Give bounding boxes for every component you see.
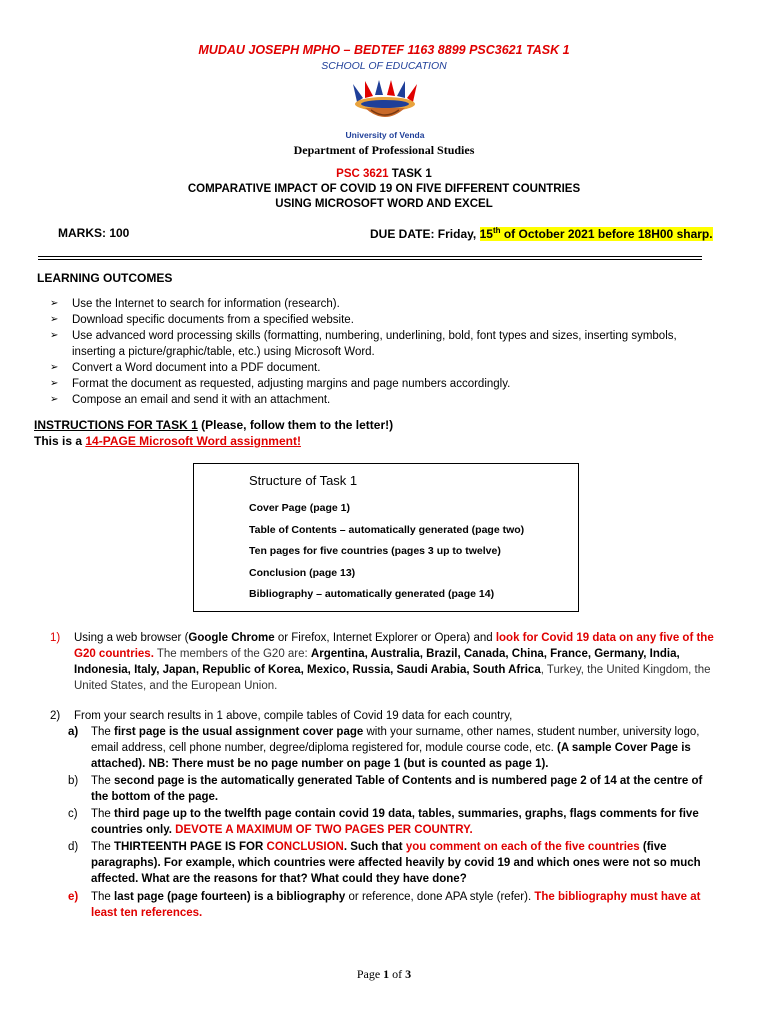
module-code: PSC 3621 <box>336 168 389 180</box>
list-item-text: Use advanced word processing skills (formatting, numbering, underlining, bold, font types and sizes, inserting symbols, inserting a picture/graphic/table, etc.) using Microsoft Word. <box>72 330 677 358</box>
page-total: 3 <box>405 967 412 981</box>
logo-wordmark: University of Venda <box>345 130 425 140</box>
list-item <box>50 360 710 376</box>
page-current: 1 <box>383 967 390 981</box>
due-rest: of October 2021 before 18H00 sharp. <box>500 227 713 241</box>
student-header: MUDAU JOSEPH MPHO – BEDTEF 1163 8899 PSC3621 TASK 1 <box>198 43 570 57</box>
sub-item-label: c) <box>68 808 78 820</box>
assignment-highlight: 14-PAGE Microsoft Word assignment! <box>85 434 301 448</box>
text-run: The bibliography must have at least ten references. <box>91 891 701 919</box>
divider-line <box>38 259 702 260</box>
text-run: or reference, done APA style (refer). <box>345 891 535 903</box>
sub-item-label: b) <box>68 775 79 787</box>
text-run: last page (page fourteen) is a bibliography <box>114 891 346 903</box>
due-day: 15 <box>479 227 493 241</box>
item2d-text <box>91 839 717 887</box>
university-logo <box>343 80 427 142</box>
arrow-bullet-icon: ➢ <box>50 330 59 341</box>
structure-box <box>193 463 579 612</box>
text-run: , Turkey, the United Kingdom, the United States, and the European Union. <box>74 664 711 692</box>
list-item-text: Format the document as requested, adjusting margins and page numbers accordingly. <box>72 378 511 390</box>
sub-item-label: e) <box>68 891 79 903</box>
list-item <box>50 328 710 360</box>
text-run: . Such that <box>343 841 406 853</box>
list-item: Table of Contents – automatically generated (page two) <box>249 523 525 536</box>
task-label: TASK 1 <box>388 168 432 180</box>
item2c-text <box>91 806 717 838</box>
learning-outcomes-title: LEARNING OUTCOMES <box>37 271 173 285</box>
list-item: Conclusion (page 13) <box>249 566 356 579</box>
text-run: The <box>91 808 115 820</box>
list-item <box>50 296 710 312</box>
marks: MARKS: 100 <box>58 226 130 240</box>
text-run: THIRTEENTH PAGE IS FOR <box>114 841 267 853</box>
text-run: CONCLUSION <box>266 841 344 853</box>
text-run: (A sample Cover Page is attached). NB: There must be no page number on page 1 (but is counted as page 1). <box>91 742 691 770</box>
task-title <box>0 167 768 212</box>
arrow-bullet-icon: ➢ <box>50 378 59 389</box>
item1-text <box>74 630 724 694</box>
structure-box-title: Structure of Task 1 <box>249 473 358 488</box>
list-item: Ten pages for five countries (pages 3 up to twelve) <box>249 545 501 557</box>
list-item <box>50 392 710 408</box>
item2e-text <box>91 889 717 921</box>
sub-item-label: d) <box>68 841 79 853</box>
item2b-text <box>91 773 717 805</box>
list-item-text: Use the Internet to search for information (research). <box>72 298 340 310</box>
text-run: The <box>91 726 115 738</box>
text-run: Using a web browser ( <box>74 632 189 644</box>
item-number: 2) <box>50 710 61 722</box>
department-name: Department of Professional Studies <box>293 143 475 157</box>
arrow-bullet-icon: ➢ <box>50 314 59 325</box>
divider-line <box>38 256 702 257</box>
text-run: look for Covid 19 data on any five of the G20 countries. <box>74 632 714 660</box>
due-date-value <box>480 227 713 241</box>
text-run: first page is the usual assignment cover page <box>114 726 364 738</box>
text-run: third page up to the twelfth page contain covid 19 data, tables, summaries, graphs, flags comments for five countries only. <box>91 808 699 836</box>
list-item <box>50 376 710 392</box>
item-number: 1) <box>50 632 61 644</box>
arrow-bullet-icon: ➢ <box>50 394 59 405</box>
text-run: with your surname, other names, student number, university logo, email address, cell phone number, degree/diploma registered for, module course code, etc. <box>91 726 700 754</box>
list-item <box>50 312 710 328</box>
sub-item-label: a) <box>68 726 79 738</box>
text-run: The <box>91 891 115 903</box>
text-run: DEVOTE A MAXIMUM OF TWO PAGES PER COUNTRY. <box>175 824 473 836</box>
list-item: Cover Page (page 1) <box>249 502 350 514</box>
assignment-prefix: This is a <box>34 434 86 448</box>
learning-outcomes-list <box>50 296 710 408</box>
due-date <box>370 226 713 241</box>
text-run: you comment on each of the five countries <box>405 841 640 853</box>
text-run: The <box>91 841 115 853</box>
instructions-title <box>34 418 393 432</box>
list-item-text: Download specific documents from a specified website. <box>72 314 354 326</box>
page-prefix: Page <box>356 967 384 981</box>
instructions-title-note: (Please, follow them to the letter!) <box>197 418 394 432</box>
arrow-bullet-icon: ➢ <box>50 362 59 373</box>
instructions-title-main: INSTRUCTIONS FOR TASK 1 <box>34 418 198 432</box>
text-run: Google Chrome <box>188 632 275 644</box>
structure-list <box>249 502 524 610</box>
list-item-text: Compose an email and send it with an attachment. <box>72 394 331 406</box>
text-run: or Firefox, Internet Explorer or Opera) and <box>274 632 496 644</box>
arrow-bullet-icon: ➢ <box>50 298 59 309</box>
text-run: The members of the G20 are: <box>153 648 311 660</box>
list-item: Bibliography – automatically generated (page 14) <box>249 588 495 600</box>
list-item-text: Convert a Word document into a PDF document. <box>72 362 321 374</box>
text-run: Argentina, Australia, Brazil, Canada, China, France, Germany, India, Indonesia, Italy, Japan, Republic of Korea, Mexico, Russia, Saudi Arabia, South Africa <box>74 648 680 676</box>
item2-text: From your search results in 1 above, compile tables of Covid 19 data for each country, <box>74 710 513 722</box>
item2a-text <box>91 724 717 772</box>
due-label: DUE DATE: Friday, <box>370 227 480 241</box>
assignment-note <box>34 434 301 448</box>
page-number <box>0 967 768 982</box>
text-run: (five paragraphs). For example, which countries were affected heavily by covid 19 and which ones were not so much affected. What are the reasons for that? What could they have done? <box>91 841 701 885</box>
school-name: SCHOOL OF EDUCATION <box>321 60 447 72</box>
due-day-suffix: th <box>492 226 501 235</box>
task-title-line2: COMPARATIVE IMPACT OF COVID 19 ON FIVE DIFFERENT COUNTRIES <box>187 183 581 195</box>
page-of: of <box>389 967 406 981</box>
task-title-line1 <box>0 167 768 182</box>
task-title-line3: USING MICROSOFT WORD AND EXCEL <box>275 198 493 210</box>
text-run: The <box>91 775 115 787</box>
text-run: second page is the automatically generated Table of Contents and is numbered page 2 of 14 at the centre of the bottom of the page. <box>91 775 703 803</box>
